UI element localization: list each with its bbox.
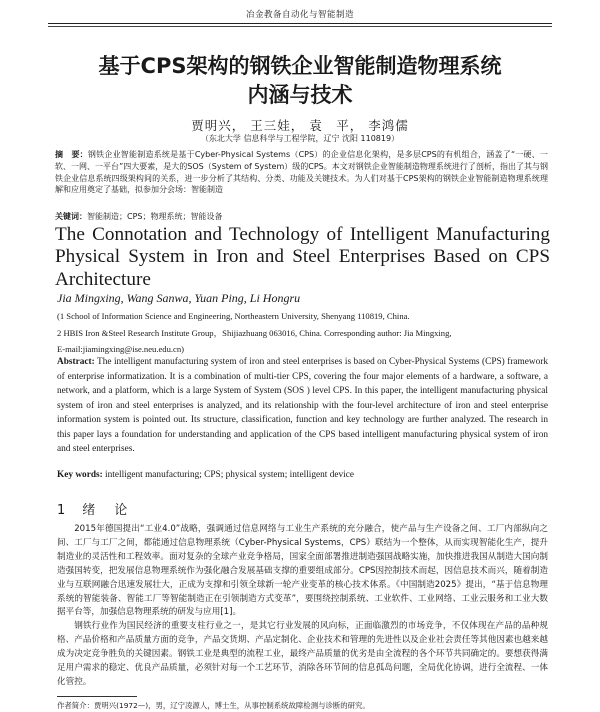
authors-cn: 贾明兴， 王三娃， 袁 平， 李鸿儒 — [191, 118, 409, 133]
abstract-en — [57, 355, 548, 457]
footnote: 作者简介：贾明兴(1972—)，男，辽宁凌源人，博士生，从事控制系统故障检测与诊断的研究。 — [57, 701, 370, 710]
section-heading — [57, 499, 130, 518]
footnote-rule — [57, 696, 137, 697]
section-title: 绪 论 — [82, 503, 131, 518]
paper-title-cn-line1: 基于CPS架构的钢铁企业智能制造物理系统 — [98, 54, 502, 78]
authors-en: Jia Mingxing, Wang Sanwa, Yuan Ping, Li Hongru — [57, 291, 301, 305]
affiliation-en-line: (1 School of Information Science and Engineering, Northeastern University, Shenyang 110819, China. — [57, 311, 410, 321]
abstract-cn — [55, 149, 548, 196]
abstract-cn-text: 钢铁企业智能制造系统是基于Cyber-Physical Systems（CPS）的企业信息化架构，是多层CPS的有机组合，涵盖了“一硬、一软、一网、一平台”四大要素，是大的SOS（System of System）级的CPS。本文对钢铁企业智能制造物理系统进行了剖析，指出了其与钢铁企业信息系统四级架构间的关系，进一步分析了其结构、分类、功能及关键技术。为人们对基于CPS架构的钢铁企业智能制造物理系统理解和应用奠定了基础，拟参加分会场：智能制造 — [55, 150, 549, 195]
keywords-cn — [55, 211, 548, 222]
keywords-en-label: Key words: — [57, 470, 103, 480]
running-head: 冶金教备自动化与智能制造 — [245, 10, 354, 20]
paper-title-cn — [40, 52, 560, 110]
affiliation-en-line: E-mail:jiamingxing@ise.neu.edu.cn) — [57, 344, 185, 354]
abstract-en-text: The intelligent manufacturing system of iron and steel enterprises is based on Cyber-Physical Systems (CPS) framework of enterprise informatization. It is a combination of multi-tier CPS, covering the four major elements of a hardware, a software, a network, and a platform, which is a large System of System (SOS ) level CPS. In this paper, the intelligent manufacturing physical system of iron and steel enterprises is analyzed, and its relationship with the four-level architecture of iron and steel enterprise information system is pointed out. Its structure, classification, function and key technology are further analyzed. The research in this paper lays a foundation for understanding and application of the CPS based intelligent manufacturing physical system of iron and steel enterprises. — [57, 357, 549, 454]
affiliations-en — [57, 308, 550, 358]
paper-title-en: The Connotation and Technology of Intelligent Manufacturing Physical System in Iron and Steel Enterprises Based on CPS Architecture — [55, 224, 550, 290]
keywords-en — [57, 470, 548, 480]
paper-title-cn-line2: 内涵与技术 — [247, 83, 353, 107]
keywords-en-text: intelligent manufacturing; CPS; physical system; intelligent device — [105, 470, 354, 480]
body-paragraph: 钢铁行业作为国民经济的重要支柱行业之一，是其它行业发展的风向标，正面临激烈的市场竞争，不仅体现在产品的品种规格、产品价格和产品质量方面的竞争，产品交货期、产品定制化、企业技术和管理的先进性以及企业社会责任等其他因素也越来越成为决定竞争胜负的关键因素。钢铁工业是典型的流程工业，最终产品质量的优劣是由全流程的各个环节共同确定的。要想获得满足用户需求的稳定、优良产品质量，必须针对每一个工艺环节，消除各环节间的信息孤岛问题，全局优化协调，进行全流程、一体化管控。 — [57, 621, 548, 687]
affiliation-cn: （东北大学 信息科学与工程学院，辽宁 沈阳 110819） — [200, 134, 400, 143]
section-number: 1 — [57, 503, 69, 518]
affiliation-en-line: 2 HBIS Iron &Steel Research Institute Group，Shijiazhuang 063016, China. Corresponding author: Jia Mingxing, — [57, 327, 452, 338]
keywords-cn-label: 关键词： — [55, 212, 87, 221]
abstract-en-label: Abstract: — [57, 357, 95, 367]
header-rule-thin — [48, 26, 552, 27]
body-text — [57, 523, 548, 690]
body-paragraph: 2015年德国提出“工业4.0”战略，强调通过信息网络与工业生产系统的充分融合，使产品与生产设备之间、工厂内部纵向之间、工厂与工厂之间，都能通过信息物理系统（Cyber-Physical Systems，CPS）联结为一个整体，从而实现智能化生产，提升制造业的灵活性和工程效率。面对复杂的全球产业竞争格局，国家全面部署推进制造强国战略实施，加快推进我国从制造大国向制造强国转变，把发展信息物理系统作为强化融合发展基础支撑的重要组成部分。CPS因控制技术而起，因信息技术而兴，随着制造业与互联网融合迅速发展壮大，正成为支撑和引领全球新一轮产业变革的核心技术体系。《中国制造2025》提出，“基于信息物理系统的智能装备、智能工厂等智能制造正在引领制造方式变革”，要围绕控制系统、工业软件、工业网络、工业云服务和工业大数据平台等，加强信息物理系统的研发与应用[1]。 — [57, 524, 548, 618]
header-rule-thick — [48, 23, 552, 24]
keywords-cn-text: 智能制造；CPS；物理系统；智能设备 — [87, 212, 223, 221]
abstract-cn-label: 摘 要： — [55, 150, 88, 159]
